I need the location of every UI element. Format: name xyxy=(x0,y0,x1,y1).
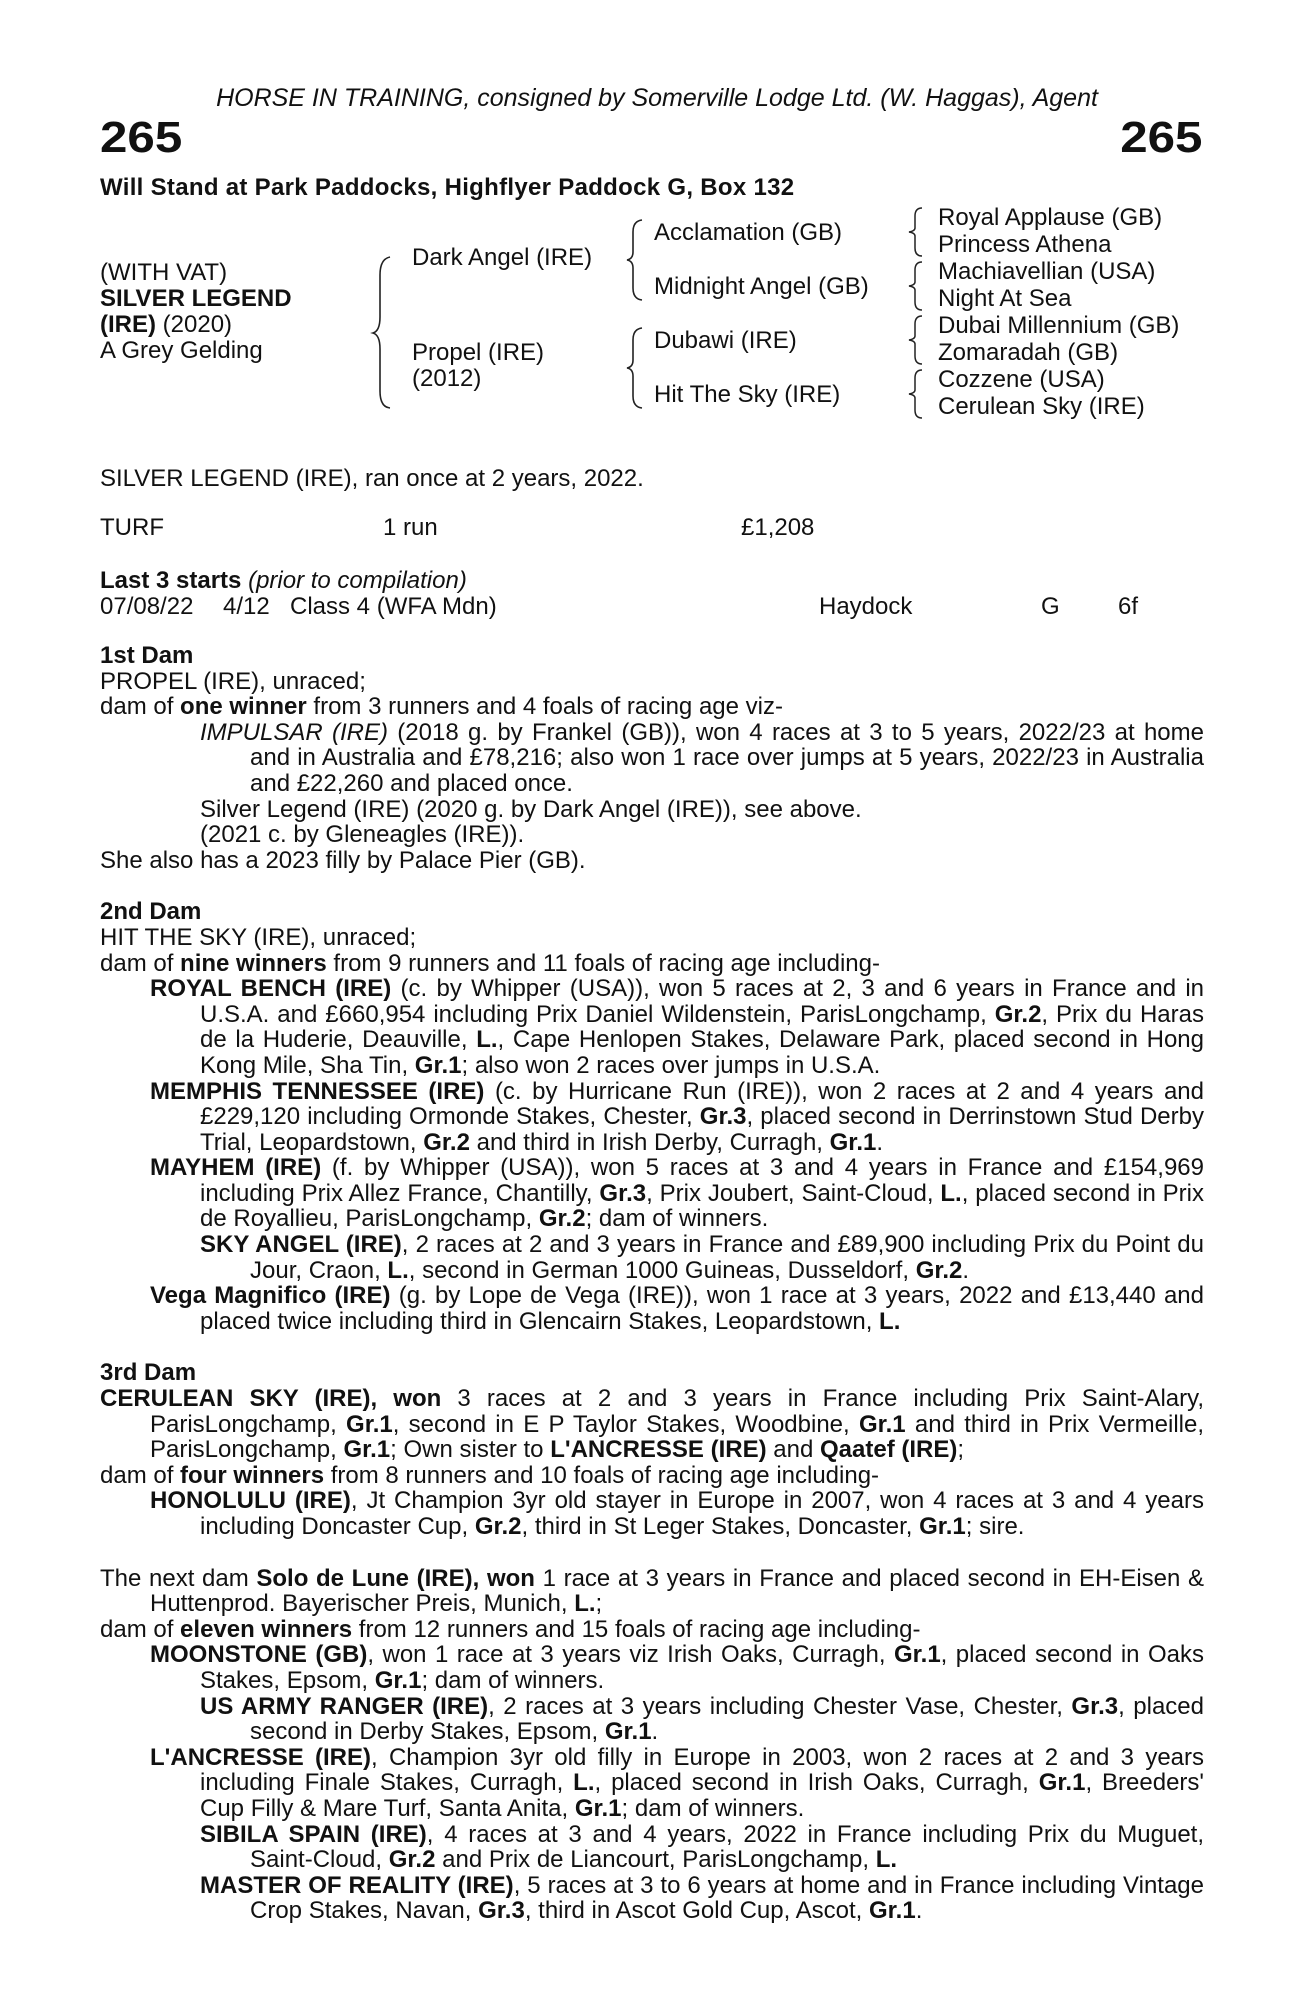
produce-vega-magnifico: Vega Magnifico (IRE) (g. by Lope de Vega (IRE)), won 1 race at 3 years, 2022 and £13,440 and placed twice including third in Glencairn Stakes, Leopardstown, L. xyxy=(150,1282,1204,1335)
lot-number-right: 265 xyxy=(1119,113,1202,162)
second-dam-heading: 2nd Dam xyxy=(100,898,202,926)
record-surface: TURF xyxy=(100,514,164,541)
brace-main xyxy=(370,255,396,410)
produce-royal-bench: ROYAL BENCH (IRE) (c. by Whipper (USA)), won 5 races at 2, 3 and 6 years in France and in U.S.A. and £660,954 including Prix Daniel Wildenstein, ParisLongchamp, Gr.2, Prix du Haras de la Huderie, Deauville, L., Cape Henlopen Stakes, Delaware Park, placed second in Hong Kong Mile, Sha Tin, Gr.1; also won 2 races over jumps in U.S.A. xyxy=(150,975,1205,1079)
brace-g2 xyxy=(906,260,926,312)
race-summary: SILVER LEGEND (IRE), ran once at 2 years, 2022. xyxy=(100,465,644,492)
grand-2: Midnight Angel (GB) xyxy=(654,273,869,300)
great-5: Dubai Millennium (GB) xyxy=(938,312,1180,339)
brace-dam xyxy=(624,326,646,410)
produce-us-army-ranger: US ARMY RANGER (IRE), 2 races at 3 years including Chester Vase, Chester, Gr.3, placed second in Derby Stakes, Epsom, Gr.1. xyxy=(200,1692,1204,1746)
stand-location: Will Stand at Park Paddocks, Highflyer Paddock G, Box 132 xyxy=(100,174,795,201)
produce-silver-legend: Silver Legend (IRE) (2020 g. by Dark Angel (IRE)), see above. xyxy=(200,795,862,823)
great-1: Royal Applause (GB) xyxy=(938,204,1163,231)
horse-name: SILVER LEGEND xyxy=(100,285,292,312)
great-8: Cerulean Sky (IRE) xyxy=(938,393,1145,420)
grand-3: Dubawi (IRE) xyxy=(654,327,797,354)
vat-note: (WITH VAT) xyxy=(100,259,228,286)
first-dam-name: PROPEL (IRE), unraced; xyxy=(100,667,366,695)
record-runs: 1 run xyxy=(383,514,438,541)
great-3: Machiavellian (USA) xyxy=(938,258,1156,285)
produce-moonstone: MOONSTONE (GB), won 1 race at 3 years viz Irish Oaks, Curragh, Gr.1, placed second in Oaks Stakes, Epsom, Gr.1; dam of winners. xyxy=(150,1641,1204,1694)
produce-2023-filly: She also has a 2023 filly by Palace Pier (GB). xyxy=(100,846,586,874)
start-distance: 6f xyxy=(1118,593,1139,620)
first-dam-produce-summary: dam of one winner from 3 runners and 4 foals of racing age viz- xyxy=(100,693,783,721)
record-earnings: £1,208 xyxy=(741,514,815,541)
sire-name: Dark Angel (IRE) xyxy=(412,244,593,271)
third-dam-produce-summary: dam of four winners from 8 runners and 10 foals of racing age including- xyxy=(100,1461,880,1489)
next-dam-section xyxy=(100,1566,1204,1924)
produce-lancresse: L'ANCRESSE (IRE), Champion 3yr old filly in Europe in 2003, won 2 races at 2 and 3 years including Finale Stakes, Curragh, L., placed second in Irish Oaks, Curragh, Gr.1, Breeders' Cup Filly & Mare Turf, Santa Anita, Gr.1; dam of winners. xyxy=(150,1743,1205,1822)
third-dam-record: CERULEAN SKY (IRE), won 3 races at 2 and 3 years in France including Prix Saint-Alary, ParisLongchamp, Gr.1, second in E P Taylor Stakes, Woodbine, Gr.1 and third in Prix Vermeille, ParisLongchamp, Gr.1; Own sister to L'ANCRESSE (IRE) and Qaatef (IRE); xyxy=(100,1385,1205,1464)
third-dam-heading: 3rd Dam xyxy=(100,1359,197,1387)
great-7: Cozzene (USA) xyxy=(938,366,1105,393)
dam-year: (2012) xyxy=(412,365,482,392)
produce-sky-angel: SKY ANGEL (IRE), 2 races at 2 and 3 years in France and £89,900 including Prix du Point du Jour, Craon, L., second in German 1000 Guineas, Dusseldorf, Gr.2. xyxy=(200,1231,1204,1284)
produce-impulsar: IMPULSAR (IRE) (2018 g. by Frankel (GB)), won 4 races at 3 to 5 years, 2022/23 at home and in Australia and £78,216; also won 1 race over jumps at 5 years, 2022/23 in Australia and £22,260 and placed once. xyxy=(200,718,1204,797)
horse-name-suffix: (IRE) (2020) xyxy=(100,311,233,338)
great-2: Princess Athena xyxy=(938,231,1112,258)
next-dam-produce-summary: dam of eleven winners from 12 runners and 15 foals of racing age including- xyxy=(100,1615,921,1643)
third-dam-section xyxy=(100,1360,1204,1539)
first-dam-heading: 1st Dam xyxy=(100,642,194,669)
start-race: Class 4 (WFA Mdn) xyxy=(290,593,497,620)
produce-honolulu: HONOLULU (IRE), Jt Champion 3yr old stayer in Europe in 2007, won 4 races at 3 and 4 years including Doncaster Cup, Gr.2, third in St Leger Stakes, Doncaster, Gr.1; sire. xyxy=(150,1487,1204,1540)
start-course: Haydock xyxy=(819,593,913,620)
produce-memphis-tennessee: MEMPHIS TENNESSEE (IRE) (c. by Hurricane Run (IRE)), won 2 races at 2 and 4 years and £229,120 including Ormonde Stakes, Chester, Gr.3, placed second in Derrinstown Stud Derby Trial, Leopardstown, Gr.2 and third in Irish Derby, Curragh, Gr.1. xyxy=(150,1077,1204,1156)
first-dam-section xyxy=(100,643,1204,873)
page-header: HORSE IN TRAINING, consigned by Somerville Lodge Ltd. (W. Haggas), Agent xyxy=(216,84,1098,112)
brace-g3 xyxy=(906,314,926,366)
lot-number-left: 265 xyxy=(100,113,183,162)
second-dam-name: HIT THE SKY (IRE), unraced; xyxy=(100,923,417,951)
dam-name: Propel (IRE) xyxy=(412,339,545,366)
second-dam-produce-summary: dam of nine winners from 9 runners and 11 foals of racing age including- xyxy=(100,949,880,977)
last-starts-heading: Last 3 starts (prior to compilation) xyxy=(100,567,467,594)
produce-sibila-spain: SIBILA SPAIN (IRE), 4 races at 3 and 4 years, 2022 in France including Prix du Muguet, Saint-Cloud, Gr.2 and Prix de Liancourt, ParisLongchamp, L. xyxy=(200,1820,1204,1874)
grand-4: Hit The Sky (IRE) xyxy=(654,381,841,408)
brace-g4 xyxy=(906,368,926,420)
brace-g1 xyxy=(906,206,926,258)
produce-2021-colt: (2021 c. by Gleneagles (IRE)). xyxy=(200,821,525,849)
dam-sections xyxy=(100,643,1204,1924)
next-dam-record: The next dam Solo de Lune (IRE), won 1 race at 3 years in France and placed second in EH-Eisen & Huttenprod. Bayerischer Preis, Munich, L.; xyxy=(100,1564,1205,1618)
start-date: 07/08/22 xyxy=(100,593,194,620)
brace-sire xyxy=(624,218,646,302)
horse-description: A Grey Gelding xyxy=(100,337,263,364)
great-4: Night At Sea xyxy=(938,285,1072,312)
start-going: G xyxy=(1041,593,1060,620)
grandsire-1: Acclamation (GB) xyxy=(654,219,843,246)
produce-master-of-reality: MASTER OF REALITY (IRE), 5 races at 3 to 6 years at home and in France including Vintage Crop Stakes, Navan, Gr.3, third in Ascot Gold Cup, Ascot, Gr.1. xyxy=(200,1871,1205,1925)
second-dam-section xyxy=(100,899,1204,1334)
great-6: Zomaradah (GB) xyxy=(938,339,1119,366)
start-position: 4/12 xyxy=(223,593,270,620)
produce-mayhem: MAYHEM (IRE) (f. by Whipper (USA)), won 5 races at 3 and 4 years in France and £154,969 including Prix Allez France, Chantilly, Gr.3, Prix Joubert, Saint-Cloud, L., placed second in Prix de Royallieu, ParisLongchamp, Gr.2; dam of winners. xyxy=(150,1154,1204,1233)
